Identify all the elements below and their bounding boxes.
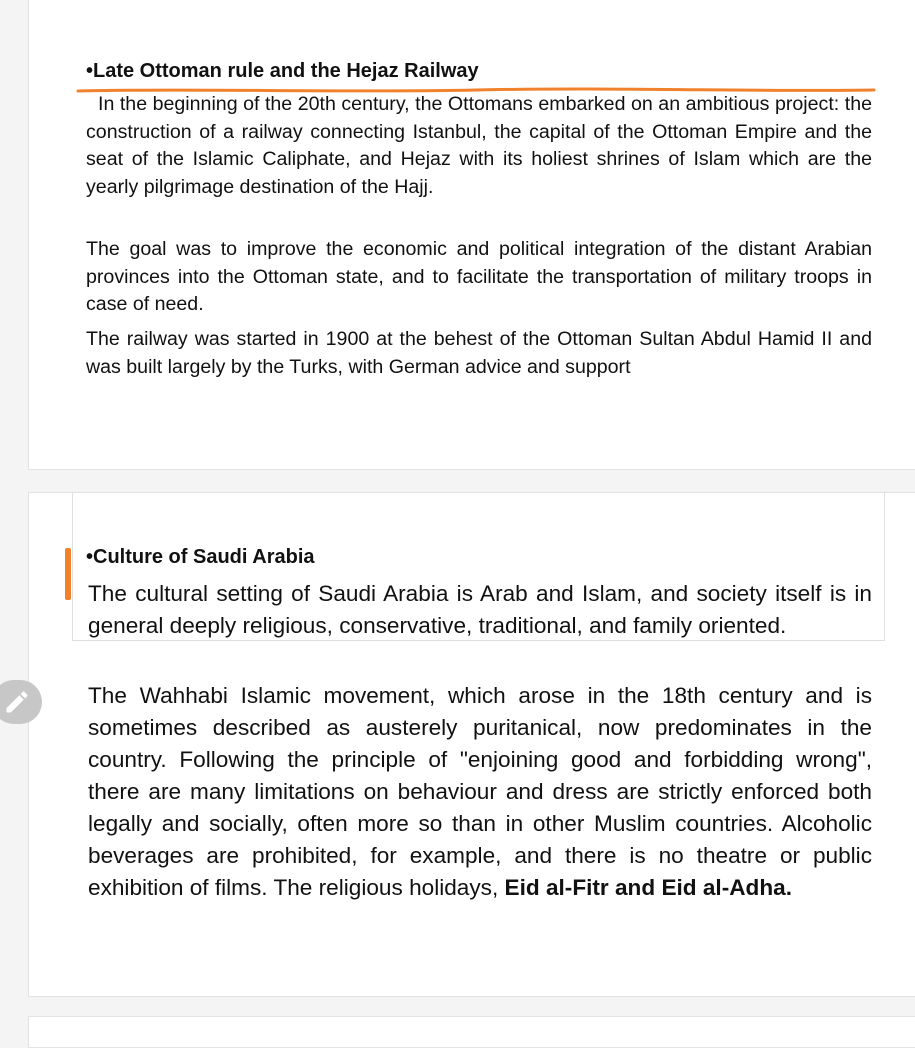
edit-button[interactable] <box>0 680 42 724</box>
section-heading-ottoman: •Late Ottoman rule and the Hejaz Railway <box>86 60 479 82</box>
paragraph-wahhabi-text: The Wahhabi Islamic movement, which arose in the 18th century and is sometimes described as austerely puritanical, now predominates in the country. Following the principle of "enjoining good and forbidding wrong", there are many limitations on behaviour and dress are strictly enforced both legally and socially, often more so than in other Muslim countries. Alcoholic beverages are prohibited, for example, and there is no theatre or public exhibition of films. The religious holidays, <box>88 683 872 900</box>
change-marker <box>65 548 71 600</box>
paragraph-railway-start: The railway was started in 1900 at the behest of the Ottoman Sultan Abdul Hamid II and was built largely by the Turks, with German advice and support <box>86 328 872 378</box>
paragraph-railway-intro: In the beginning of the 20th century, the Ottomans embarked on an ambitious project: the construction of a railway connecting Istanbul, the capital of the Ottoman Empire and the seat of the Islamic Caliphate, and Hejaz with its holiest shrines of Islam which are the yearly pilgrimage destination of the Hajj. <box>86 93 872 198</box>
document-page-3 <box>28 1016 915 1048</box>
holidays-bold-text: Eid al-Fitr and Eid al-Adha. <box>504 875 792 900</box>
section-heading-culture: •Culture of Saudi Arabia <box>86 546 315 568</box>
paragraph-railway-goal: The goal was to improve the economic and political integration of the distant Arabian provinces into the Ottoman state, and to facilitate the transportation of military troops in case of need. <box>86 238 872 316</box>
paragraph-wahhabi <box>88 680 872 904</box>
paragraph-culture-setting: The cultural setting of Saudi Arabia is Arab and Islam, and society itself is in general deeply religious, conservative, traditional, and family oriented. <box>88 581 872 638</box>
pencil-icon <box>3 688 31 716</box>
